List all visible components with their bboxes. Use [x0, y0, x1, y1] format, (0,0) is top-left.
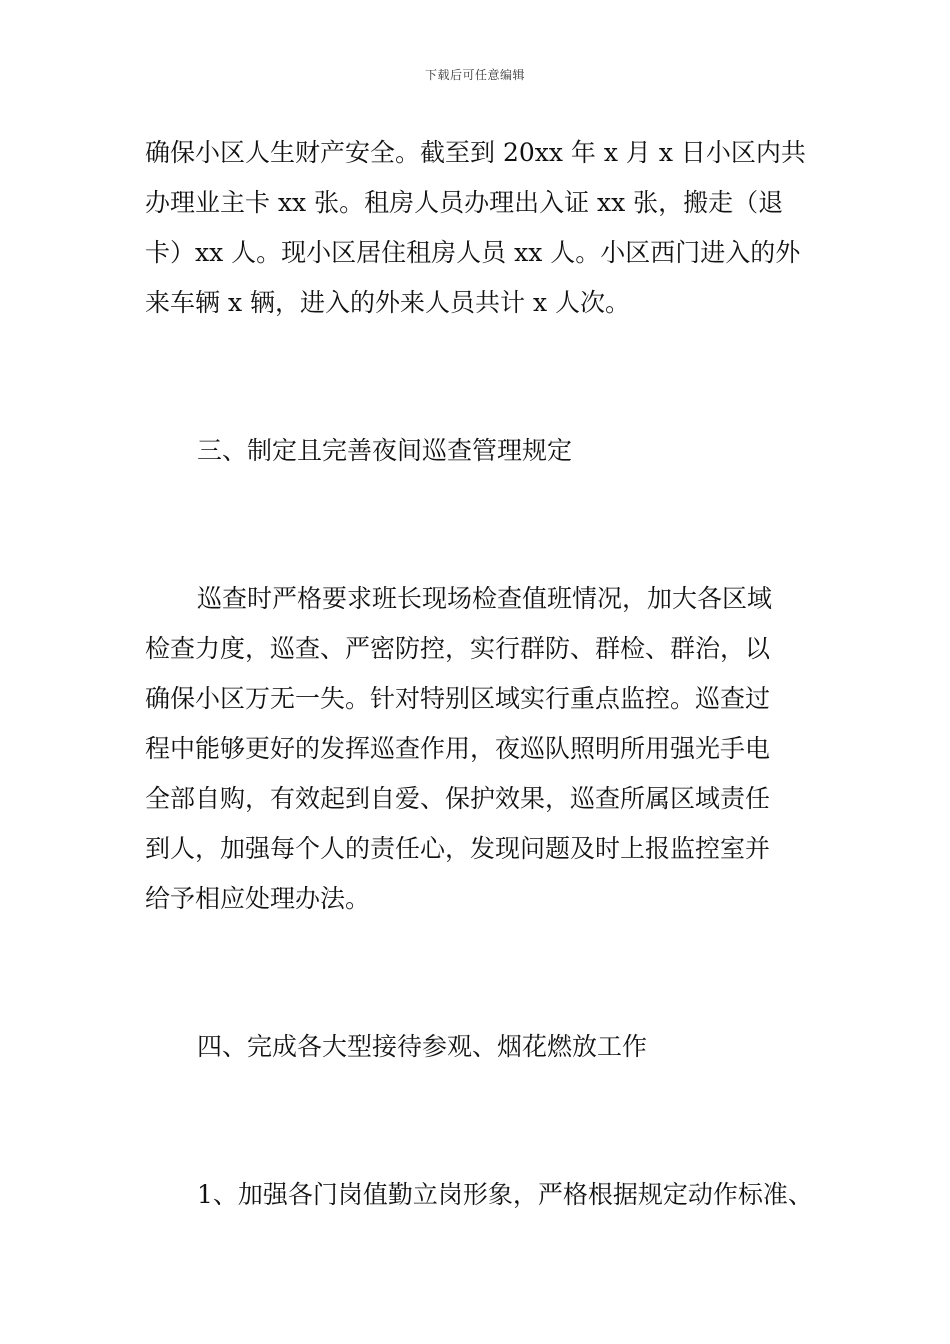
paragraph-line: 程中能够更好的发挥巡查作用，夜巡队照明所用强光手电	[145, 734, 771, 763]
paragraph-line: 卡）xx 人。现小区居住租房人员 xx 人。小区西门进入的外	[145, 238, 801, 267]
paragraph-line: 给予相应处理办法。	[145, 884, 371, 913]
paragraph-line: 巡查时严格要求班长现场检查值班情况，加大各区域	[197, 584, 773, 613]
document-body	[145, 128, 820, 1220]
paragraph-patrol-details	[145, 574, 820, 924]
paragraph-line: 确保小区万无一失。针对特别区域实行重点监控。巡查过	[145, 684, 771, 713]
page-header: 下载后可任意编辑	[424, 68, 525, 82]
section-heading-night-patrol: 三、制定且完善夜间巡查管理规定	[197, 436, 573, 465]
section-heading-reception-fireworks: 四、完成各大型接待参观、烟花燃放工作	[197, 1032, 648, 1061]
paragraph-line: 检查力度，巡查、严密防控，实行群防、群检、群治，以	[145, 634, 771, 663]
paragraph-line: 1、加强各门岗值勤立岗形象，严格根据规定动作标准、	[197, 1180, 813, 1209]
paragraph-residence-stats	[145, 128, 820, 328]
paragraph-line: 全部自购，有效起到自爱、保护效果，巡查所属区域责任	[145, 784, 771, 813]
paragraph-line: 到人，加强每个人的责任心，发现问题及时上报监控室并	[145, 834, 771, 863]
paragraph-line: 办理业主卡 xx 张。租房人员办理出入证 xx 张，搬走（退	[145, 188, 784, 217]
paragraph-line: 确保小区人生财产安全。截至到 20xx 年 x 月 x 日小区内共	[145, 138, 806, 167]
paragraph-gate-duty	[145, 1170, 820, 1220]
paragraph-line: 来车辆 x 辆，进入的外来人员共计 x 人次。	[145, 288, 630, 317]
